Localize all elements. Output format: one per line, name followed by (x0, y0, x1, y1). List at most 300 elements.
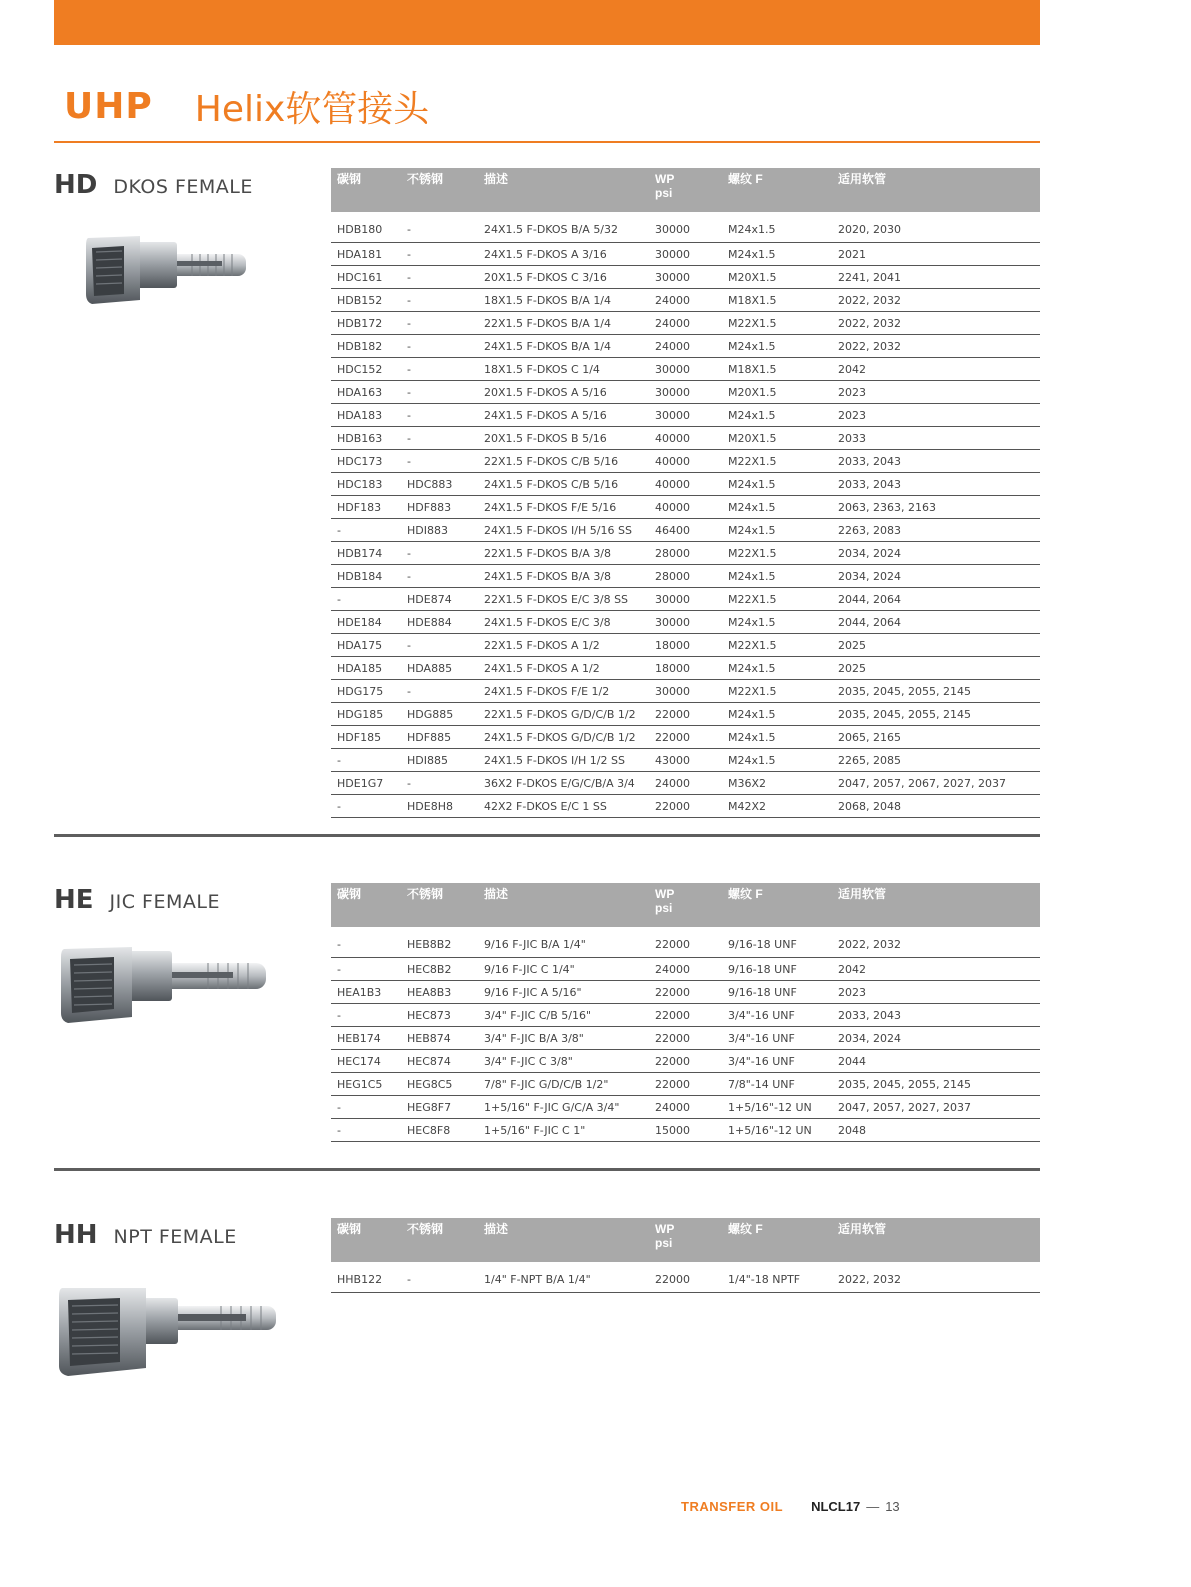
table-row (331, 1050, 1040, 1073)
cell-thread: M18X1.5 (722, 358, 832, 381)
cell-thread: M22X1.5 (722, 450, 832, 473)
cell-wp: 24000 (649, 1096, 722, 1119)
top-orange-bar (54, 0, 1040, 45)
cell-hose: 2034, 2024 (832, 565, 1040, 588)
cell-wp: 28000 (649, 565, 722, 588)
cell-wp: 30000 (649, 243, 722, 266)
cell-stainless-steel: - (401, 772, 478, 795)
cell-description: 24X1.5 F-DKOS G/D/C/B 1/2 (478, 726, 649, 749)
cell-hose: 2020, 2030 (832, 212, 1040, 243)
cell-thread: 3/4"-16 UNF (722, 1004, 832, 1027)
cell-stainless-steel: - (401, 312, 478, 335)
cell-stainless-steel: HEC8B2 (401, 958, 478, 981)
cell-carbon-steel: HDF183 (331, 496, 401, 519)
cell-description: 22X1.5 F-DKOS C/B 5/16 (478, 450, 649, 473)
cell-stainless-steel: - (401, 243, 478, 266)
cell-thread: M24x1.5 (722, 212, 832, 243)
cell-thread: M20X1.5 (722, 266, 832, 289)
cell-description: 20X1.5 F-DKOS A 5/16 (478, 381, 649, 404)
col-carbon-steel: 碳钢 (331, 883, 401, 927)
cell-wp: 22000 (649, 795, 722, 818)
cell-description: 1+5/16" F-JIC C 1" (478, 1119, 649, 1142)
col-hose: 适用软管 (832, 168, 1040, 212)
cell-description: 22X1.5 F-DKOS G/D/C/B 1/2 (478, 703, 649, 726)
cell-stainless-steel: HDC883 (401, 473, 478, 496)
table-row (331, 266, 1040, 289)
cell-hose: 2033, 2043 (832, 473, 1040, 496)
cell-stainless-steel: HEG8F7 (401, 1096, 478, 1119)
cell-carbon-steel: HDB180 (331, 212, 401, 243)
cell-carbon-steel: HEA1B3 (331, 981, 401, 1004)
he-spec-table (331, 883, 1040, 1142)
cell-carbon-steel: HDB172 (331, 312, 401, 335)
col-hose: 适用软管 (832, 1218, 1040, 1262)
cell-hose: 2022, 2032 (832, 1262, 1040, 1293)
cell-stainless-steel: HDI885 (401, 749, 478, 772)
cell-thread: M24x1.5 (722, 496, 832, 519)
cell-carbon-steel: - (331, 588, 401, 611)
cell-wp: 24000 (649, 289, 722, 312)
table-row (331, 1027, 1040, 1050)
cell-description: 9/16 F-JIC C 1/4" (478, 958, 649, 981)
cell-wp: 18000 (649, 657, 722, 680)
cell-stainless-steel: HEA8B3 (401, 981, 478, 1004)
table-header-row (331, 168, 1040, 212)
cell-thread: M22X1.5 (722, 542, 832, 565)
cell-hose: 2047, 2057, 2067, 2027, 2037 (832, 772, 1040, 795)
col-thread: 螺纹 F (722, 1218, 832, 1262)
page-number: 13 (885, 1499, 900, 1514)
cell-stainless-steel: - (401, 335, 478, 358)
cell-carbon-steel: HDC183 (331, 473, 401, 496)
cell-carbon-steel: HDC161 (331, 266, 401, 289)
cell-stainless-steel: HDF885 (401, 726, 478, 749)
cell-stainless-steel: - (401, 289, 478, 312)
cell-stainless-steel: HDE884 (401, 611, 478, 634)
cell-stainless-steel: HEC8F8 (401, 1119, 478, 1142)
cell-hose: 2033, 2043 (832, 1004, 1040, 1027)
cell-hose: 2063, 2363, 2163 (832, 496, 1040, 519)
cell-thread: M18X1.5 (722, 289, 832, 312)
cell-description: 24X1.5 F-DKOS B/A 1/4 (478, 335, 649, 358)
section-code: HD (54, 170, 98, 200)
cell-stainless-steel: - (401, 542, 478, 565)
cell-hose: 2035, 2045, 2055, 2145 (832, 703, 1040, 726)
cell-stainless-steel: - (401, 212, 478, 243)
cell-carbon-steel: HDC173 (331, 450, 401, 473)
cell-stainless-steel: - (401, 634, 478, 657)
cell-description: 24X1.5 F-DKOS I/H 1/2 SS (478, 749, 649, 772)
cell-thread: M24x1.5 (722, 473, 832, 496)
table-row (331, 542, 1040, 565)
cell-description: 20X1.5 F-DKOS B 5/16 (478, 427, 649, 450)
cell-hose: 2035, 2045, 2055, 2145 (832, 1073, 1040, 1096)
cell-hose: 2035, 2045, 2055, 2145 (832, 680, 1040, 703)
table-row (331, 749, 1040, 772)
cell-carbon-steel: - (331, 927, 401, 958)
table-row (331, 958, 1040, 981)
cell-carbon-steel: - (331, 795, 401, 818)
table-row (331, 427, 1040, 450)
cell-hose: 2025 (832, 657, 1040, 680)
cell-carbon-steel: HDA183 (331, 404, 401, 427)
cell-thread: 3/4"-16 UNF (722, 1050, 832, 1073)
npt-female-fitting-image (56, 1284, 280, 1380)
cell-carbon-steel: HDA163 (331, 381, 401, 404)
table-row (331, 381, 1040, 404)
cell-thread: M22X1.5 (722, 312, 832, 335)
table-row (331, 565, 1040, 588)
cell-thread: 7/8"-14 UNF (722, 1073, 832, 1096)
cell-wp: 28000 (649, 542, 722, 565)
cell-description: 18X1.5 F-DKOS C 1/4 (478, 358, 649, 381)
cell-description: 20X1.5 F-DKOS C 3/16 (478, 266, 649, 289)
cell-stainless-steel: HEG8C5 (401, 1073, 478, 1096)
cell-stainless-steel: HEB8B2 (401, 927, 478, 958)
cell-thread: M22X1.5 (722, 588, 832, 611)
cell-carbon-steel: - (331, 958, 401, 981)
cell-hose: 2021 (832, 243, 1040, 266)
cell-hose: 2034, 2024 (832, 542, 1040, 565)
cell-hose: 2023 (832, 381, 1040, 404)
cell-description: 22X1.5 F-DKOS A 1/2 (478, 634, 649, 657)
table-row (331, 473, 1040, 496)
cell-hose: 2022, 2032 (832, 335, 1040, 358)
table-row (331, 703, 1040, 726)
cell-thread: 9/16-18 UNF (722, 958, 832, 981)
cell-stainless-steel: HEB874 (401, 1027, 478, 1050)
table-row (331, 243, 1040, 266)
cell-stainless-steel: - (401, 427, 478, 450)
cell-thread: M24x1.5 (722, 726, 832, 749)
cell-description: 3/4" F-JIC C/B 5/16" (478, 1004, 649, 1027)
cell-stainless-steel: - (401, 450, 478, 473)
cell-description: 22X1.5 F-DKOS B/A 3/8 (478, 542, 649, 565)
cell-hose: 2023 (832, 404, 1040, 427)
table-row (331, 726, 1040, 749)
cell-hose: 2044 (832, 1050, 1040, 1073)
cell-hose: 2263, 2083 (832, 519, 1040, 542)
cell-thread: M22X1.5 (722, 680, 832, 703)
cell-hose: 2044, 2064 (832, 611, 1040, 634)
table-header-row (331, 883, 1040, 927)
cell-wp: 30000 (649, 212, 722, 243)
cell-thread: M24x1.5 (722, 519, 832, 542)
cell-wp: 24000 (649, 958, 722, 981)
cell-thread: M24x1.5 (722, 243, 832, 266)
cell-wp: 22000 (649, 1004, 722, 1027)
cell-stainless-steel: HDG885 (401, 703, 478, 726)
cell-wp: 40000 (649, 450, 722, 473)
cell-wp: 22000 (649, 1027, 722, 1050)
col-carbon-steel: 碳钢 (331, 1218, 401, 1262)
cell-wp: 30000 (649, 404, 722, 427)
cell-stainless-steel: HDE874 (401, 588, 478, 611)
col-wp: WP psi (649, 168, 722, 212)
dkos-female-fitting-image (82, 230, 252, 312)
cell-wp: 30000 (649, 588, 722, 611)
hh-spec-table (331, 1218, 1040, 1293)
cell-carbon-steel: - (331, 1004, 401, 1027)
cell-carbon-steel: HDE184 (331, 611, 401, 634)
cell-hose: 2022, 2032 (832, 289, 1040, 312)
cell-wp: 22000 (649, 726, 722, 749)
section-separator (54, 834, 1040, 837)
cell-description: 24X1.5 F-DKOS B/A 3/8 (478, 565, 649, 588)
cell-hose: 2265, 2085 (832, 749, 1040, 772)
cell-carbon-steel: - (331, 749, 401, 772)
col-description: 描述 (478, 168, 649, 212)
page-footer (681, 1499, 900, 1514)
cell-thread: M22X1.5 (722, 634, 832, 657)
cell-description: 1+5/16" F-JIC G/C/A 3/4" (478, 1096, 649, 1119)
cell-carbon-steel: HEC174 (331, 1050, 401, 1073)
table-row (331, 927, 1040, 958)
cell-carbon-steel: HDG185 (331, 703, 401, 726)
cell-wp: 24000 (649, 335, 722, 358)
cell-thread: M42X2 (722, 795, 832, 818)
cell-thread: M24x1.5 (722, 749, 832, 772)
cell-carbon-steel: HDG175 (331, 680, 401, 703)
cell-thread: M20X1.5 (722, 381, 832, 404)
cell-hose: 2022, 2032 (832, 927, 1040, 958)
col-hose: 适用软管 (832, 883, 1040, 927)
table-row (331, 1096, 1040, 1119)
cell-stainless-steel: - (401, 1262, 478, 1293)
cell-wp: 30000 (649, 680, 722, 703)
cell-description: 7/8" F-JIC G/D/C/B 1/2" (478, 1073, 649, 1096)
table-row (331, 335, 1040, 358)
table-row (331, 312, 1040, 335)
cell-thread: 9/16-18 UNF (722, 981, 832, 1004)
cell-thread: M24x1.5 (722, 404, 832, 427)
cell-carbon-steel: - (331, 1119, 401, 1142)
cell-stainless-steel: HDA885 (401, 657, 478, 680)
cell-stainless-steel: HDE8H8 (401, 795, 478, 818)
title-underline (54, 141, 1040, 143)
cell-wp: 30000 (649, 381, 722, 404)
cell-hose: 2042 (832, 958, 1040, 981)
cell-thread: M24x1.5 (722, 703, 832, 726)
footer-section-label: TRANSFER OIL (681, 1499, 784, 1514)
cell-hose: 2022, 2032 (832, 312, 1040, 335)
hd-spec-table (331, 168, 1040, 818)
cell-description: 24X1.5 F-DKOS F/E 1/2 (478, 680, 649, 703)
cell-carbon-steel: HHB122 (331, 1262, 401, 1293)
cell-carbon-steel: HEB174 (331, 1027, 401, 1050)
cell-hose: 2044, 2064 (832, 588, 1040, 611)
cell-hose: 2047, 2057, 2027, 2037 (832, 1096, 1040, 1119)
col-stainless-steel: 不锈钢 (401, 168, 478, 212)
product-title: Helix软管接头 (194, 88, 430, 130)
table-row (331, 657, 1040, 680)
cell-stainless-steel: - (401, 358, 478, 381)
cell-carbon-steel: HDB163 (331, 427, 401, 450)
cell-wp: 15000 (649, 1119, 722, 1142)
col-thread: 螺纹 F (722, 883, 832, 927)
cell-carbon-steel: HDA181 (331, 243, 401, 266)
cell-wp: 40000 (649, 473, 722, 496)
cell-carbon-steel: HDB152 (331, 289, 401, 312)
cell-thread: M24x1.5 (722, 335, 832, 358)
cell-wp: 22000 (649, 981, 722, 1004)
table-row (331, 289, 1040, 312)
cell-description: 24X1.5 F-DKOS A 1/2 (478, 657, 649, 680)
table-row (331, 634, 1040, 657)
col-stainless-steel: 不锈钢 (401, 883, 478, 927)
footer-catalog-code: NLCL17 (811, 1499, 861, 1514)
cell-description: 24X1.5 F-DKOS A 5/16 (478, 404, 649, 427)
cell-description: 9/16 F-JIC A 5/16" (478, 981, 649, 1004)
cell-carbon-steel: HDE1G7 (331, 772, 401, 795)
cell-wp: 30000 (649, 358, 722, 381)
cell-thread: M36X2 (722, 772, 832, 795)
cell-hose: 2034, 2024 (832, 1027, 1040, 1050)
cell-hose: 2033, 2043 (832, 450, 1040, 473)
col-thread: 螺纹 F (722, 168, 832, 212)
cell-wp: 24000 (649, 772, 722, 795)
cell-hose: 2048 (832, 1119, 1040, 1142)
cell-description: 42X2 F-DKOS E/C 1 SS (478, 795, 649, 818)
cell-wp: 43000 (649, 749, 722, 772)
table-header-row (331, 1218, 1040, 1262)
cell-wp: 18000 (649, 634, 722, 657)
cell-carbon-steel: HDB182 (331, 335, 401, 358)
cell-description: 36X2 F-DKOS E/G/C/B/A 3/4 (478, 772, 649, 795)
cell-stainless-steel: - (401, 266, 478, 289)
col-description: 描述 (478, 883, 649, 927)
table-row (331, 680, 1040, 703)
cell-stainless-steel: HEC873 (401, 1004, 478, 1027)
table-row (331, 1073, 1040, 1096)
cell-carbon-steel: - (331, 1096, 401, 1119)
table-row (331, 611, 1040, 634)
cell-hose: 2042 (832, 358, 1040, 381)
cell-stainless-steel: - (401, 381, 478, 404)
col-wp: WP psi (649, 883, 722, 927)
cell-wp: 24000 (649, 312, 722, 335)
cell-carbon-steel: HEG1C5 (331, 1073, 401, 1096)
section-heading-hd (54, 170, 253, 200)
cell-hose: 2065, 2165 (832, 726, 1040, 749)
cell-carbon-steel: HDB174 (331, 542, 401, 565)
section-name: JIC FEMALE (109, 891, 220, 913)
cell-description: 3/4" F-JIC B/A 3/8" (478, 1027, 649, 1050)
cell-wp: 46400 (649, 519, 722, 542)
col-description: 描述 (478, 1218, 649, 1262)
cell-hose: 2025 (832, 634, 1040, 657)
cell-wp: 22000 (649, 927, 722, 958)
table-row (331, 450, 1040, 473)
col-carbon-steel: 碳钢 (331, 168, 401, 212)
section-name: NPT FEMALE (113, 1226, 237, 1248)
cell-description: 24X1.5 F-DKOS I/H 5/16 SS (478, 519, 649, 542)
cell-thread: M20X1.5 (722, 427, 832, 450)
section-code: HE (54, 885, 94, 915)
table-row (331, 795, 1040, 818)
table-row (331, 981, 1040, 1004)
cell-hose: 2241, 2041 (832, 266, 1040, 289)
table-row (331, 1262, 1040, 1293)
cell-carbon-steel: HDF185 (331, 726, 401, 749)
table-row (331, 212, 1040, 243)
cell-carbon-steel: HDA185 (331, 657, 401, 680)
cell-thread: M24x1.5 (722, 565, 832, 588)
cell-carbon-steel: HDC152 (331, 358, 401, 381)
cell-wp: 22000 (649, 1050, 722, 1073)
cell-stainless-steel: - (401, 565, 478, 588)
col-wp: WP psi (649, 1218, 722, 1262)
table-row (331, 404, 1040, 427)
jic-female-fitting-image (58, 937, 270, 1029)
cell-stainless-steel: - (401, 404, 478, 427)
cell-thread: M24x1.5 (722, 611, 832, 634)
cell-description: 1/4" F-NPT B/A 1/4" (478, 1262, 649, 1293)
cell-description: 24X1.5 F-DKOS C/B 5/16 (478, 473, 649, 496)
table-row (331, 496, 1040, 519)
table-row (331, 1119, 1040, 1142)
cell-thread: 9/16-18 UNF (722, 927, 832, 958)
cell-thread: 1+5/16"-12 UN (722, 1096, 832, 1119)
cell-description: 24X1.5 F-DKOS A 3/16 (478, 243, 649, 266)
cell-carbon-steel: HDA175 (331, 634, 401, 657)
col-stainless-steel: 不锈钢 (401, 1218, 478, 1262)
cell-wp: 40000 (649, 427, 722, 450)
footer-dash: — (866, 1499, 880, 1514)
table-row (331, 772, 1040, 795)
section-heading-hh (54, 1220, 237, 1250)
cell-hose: 2023 (832, 981, 1040, 1004)
table-row (331, 358, 1040, 381)
table-row (331, 1004, 1040, 1027)
cell-description: 3/4" F-JIC C 3/8" (478, 1050, 649, 1073)
cell-description: 24X1.5 F-DKOS E/C 3/8 (478, 611, 649, 634)
table-row (331, 588, 1040, 611)
cell-carbon-steel: - (331, 519, 401, 542)
cell-stainless-steel: HEC874 (401, 1050, 478, 1073)
cell-carbon-steel: HDB184 (331, 565, 401, 588)
cell-description: 22X1.5 F-DKOS B/A 1/4 (478, 312, 649, 335)
section-code: HH (54, 1220, 98, 1250)
cell-description: 24X1.5 F-DKOS F/E 5/16 (478, 496, 649, 519)
cell-wp: 22000 (649, 703, 722, 726)
cell-description: 22X1.5 F-DKOS E/C 3/8 SS (478, 588, 649, 611)
brand-label: UHP (64, 85, 153, 127)
cell-description: 9/16 F-JIC B/A 1/4" (478, 927, 649, 958)
cell-description: 24X1.5 F-DKOS B/A 5/32 (478, 212, 649, 243)
page-title (64, 80, 429, 132)
cell-stainless-steel: HDI883 (401, 519, 478, 542)
cell-wp: 40000 (649, 496, 722, 519)
cell-hose: 2068, 2048 (832, 795, 1040, 818)
cell-thread: 3/4"-16 UNF (722, 1027, 832, 1050)
cell-thread: M24x1.5 (722, 657, 832, 680)
section-heading-he (54, 885, 220, 915)
cell-wp: 30000 (649, 266, 722, 289)
cell-thread: 1/4"-18 NPTF (722, 1262, 832, 1293)
table-row (331, 519, 1040, 542)
section-name: DKOS FEMALE (113, 176, 253, 198)
cell-stainless-steel: HDF883 (401, 496, 478, 519)
cell-wp: 30000 (649, 611, 722, 634)
cell-wp: 22000 (649, 1073, 722, 1096)
cell-stainless-steel: - (401, 680, 478, 703)
section-separator (54, 1168, 1040, 1171)
cell-hose: 2033 (832, 427, 1040, 450)
cell-thread: 1+5/16"-12 UN (722, 1119, 832, 1142)
cell-description: 18X1.5 F-DKOS B/A 1/4 (478, 289, 649, 312)
cell-wp: 22000 (649, 1262, 722, 1293)
